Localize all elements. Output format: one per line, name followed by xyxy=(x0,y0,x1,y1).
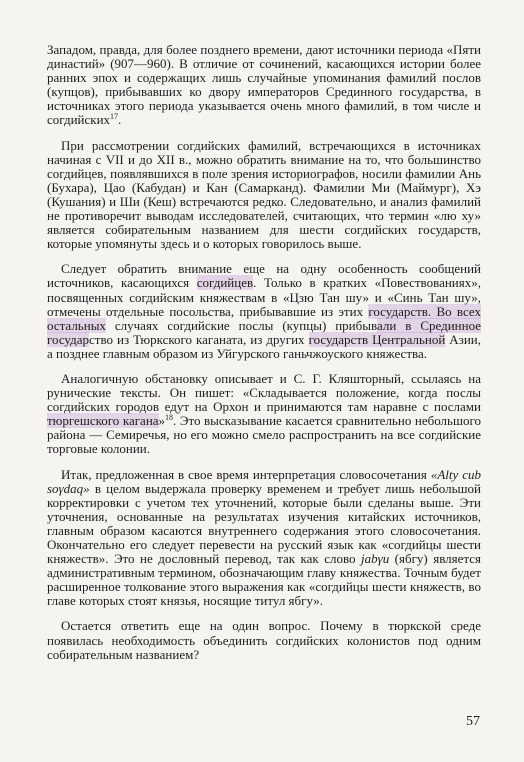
paragraph xyxy=(47,468,481,609)
text-run: случаях согдийские послы (купцы) прибыв xyxy=(105,317,377,333)
text-run: Итак, предложенная в свое время интерпретация словосочетания xyxy=(61,466,431,482)
paragraph xyxy=(47,43,481,128)
highlighted-text: согдийцев xyxy=(196,275,254,291)
paragraph xyxy=(47,372,481,457)
footnote-ref: 18 xyxy=(165,413,174,423)
text-run: » xyxy=(158,413,166,429)
text-run: (ябгу) является административным термином, обозначающим главу княжества. Точным будет расширенное толкование этого выражения как «согдийцы шести княжеств, во главе которых стоят князья, носящие титул ябгу». xyxy=(47,551,482,609)
text-run: Следует обратить внимание еще на одну особенность сообщений источников, касающихся xyxy=(47,261,481,291)
paragraph xyxy=(47,619,481,661)
text-run: Остается ответить еще на один вопрос. Почему в тюркской среде появилась необходимость объединить согдийских колонистов под одним собирательным названием? xyxy=(47,618,481,662)
body-text xyxy=(47,43,481,662)
paragraph xyxy=(47,139,481,252)
highlighted-text: государств Центральной xyxy=(308,331,446,347)
text-run: Аналогичную обстановку описывает и С. Г. Кляшторный, ссылаясь на рунические тексты. Он пишет: «Складывается положение, когда послы согдийских городов едут на Орхон и принимаются там наравне с послами xyxy=(47,370,481,415)
highlighted-text: али в Срединное государ xyxy=(47,317,481,347)
text-run: . Это высказывание касается сравнительно небольшого района — Семиречья, но его можно смело распространить на все согдийские торговые колонии. xyxy=(47,413,481,457)
page-number: 57 xyxy=(466,714,480,729)
text-run: ство из Тюркского каганата, из других xyxy=(89,331,309,347)
text-run: Западом, правда, для более позднего времени, дают источники периода «Пяти династий» (907—960). В отличие от сочинений, касающихся истории более ранних эпох и содержащих лишь случайные упоминания фамилий послов (купцов), прибывавших ко двору императоров Срединного государства, в источниках этого периода указывается очень много фамилий, в том числе и согдийских xyxy=(47,42,481,128)
text-run: . xyxy=(118,112,122,128)
italic-term: jabγu xyxy=(360,551,390,567)
text-run: Азии, а позднее главным образом из Уйгурского ганьчжоуского княжества. xyxy=(47,331,481,361)
italic-term: «Alty сub soγdaq» xyxy=(47,466,481,496)
paragraph xyxy=(47,262,481,361)
highlighted-text: тюргешского кагана xyxy=(47,413,159,429)
text-run: При рассмотрении согдийских фамилий, встречающихся в источниках начиная с VII и до XII в., можно обратить внимание на то, что большинство согдийцев, появлявшихся в поле зрения историографов, носили фамилии Ань (Бухара), Цао (Кабудан) и Кан (Самарканд). Фамилии Ми (Маймург), Хэ (Кушания) и Ши (Кеш) встречаются редко. Следовательно, и анализ фамилий не противоречит выводам исследователей, считающих, что термин «лю ху» является собирательным названием для шести согдийских государств, которые упомянуты здесь и о которых говорилось выше. xyxy=(47,137,481,252)
footnote-ref: 17 xyxy=(110,112,119,122)
text-run: в целом выдержала проверку временем и требует лишь небольшой корректировки с учетом тех уточнений, которые были сделаны выше. Эти уточнения, основанные на результатах изучения китайских источников, главным образом касаются внутреннего содержания этого словосочетания. Окончательно его следует перевести на русский язык как «согдийцы шести княжеств». Это не дословный перевод, так как слово xyxy=(47,480,481,567)
text-run: . Только в кратких «Повествованиях», посвященных согдийским княжествам в «Цзю Тан шу» и «Синь Тан шу», отмечены отдельные посольства, прибывавшие из этих xyxy=(47,275,481,319)
highlighted-text: государств. Во всех остальных xyxy=(47,303,481,333)
